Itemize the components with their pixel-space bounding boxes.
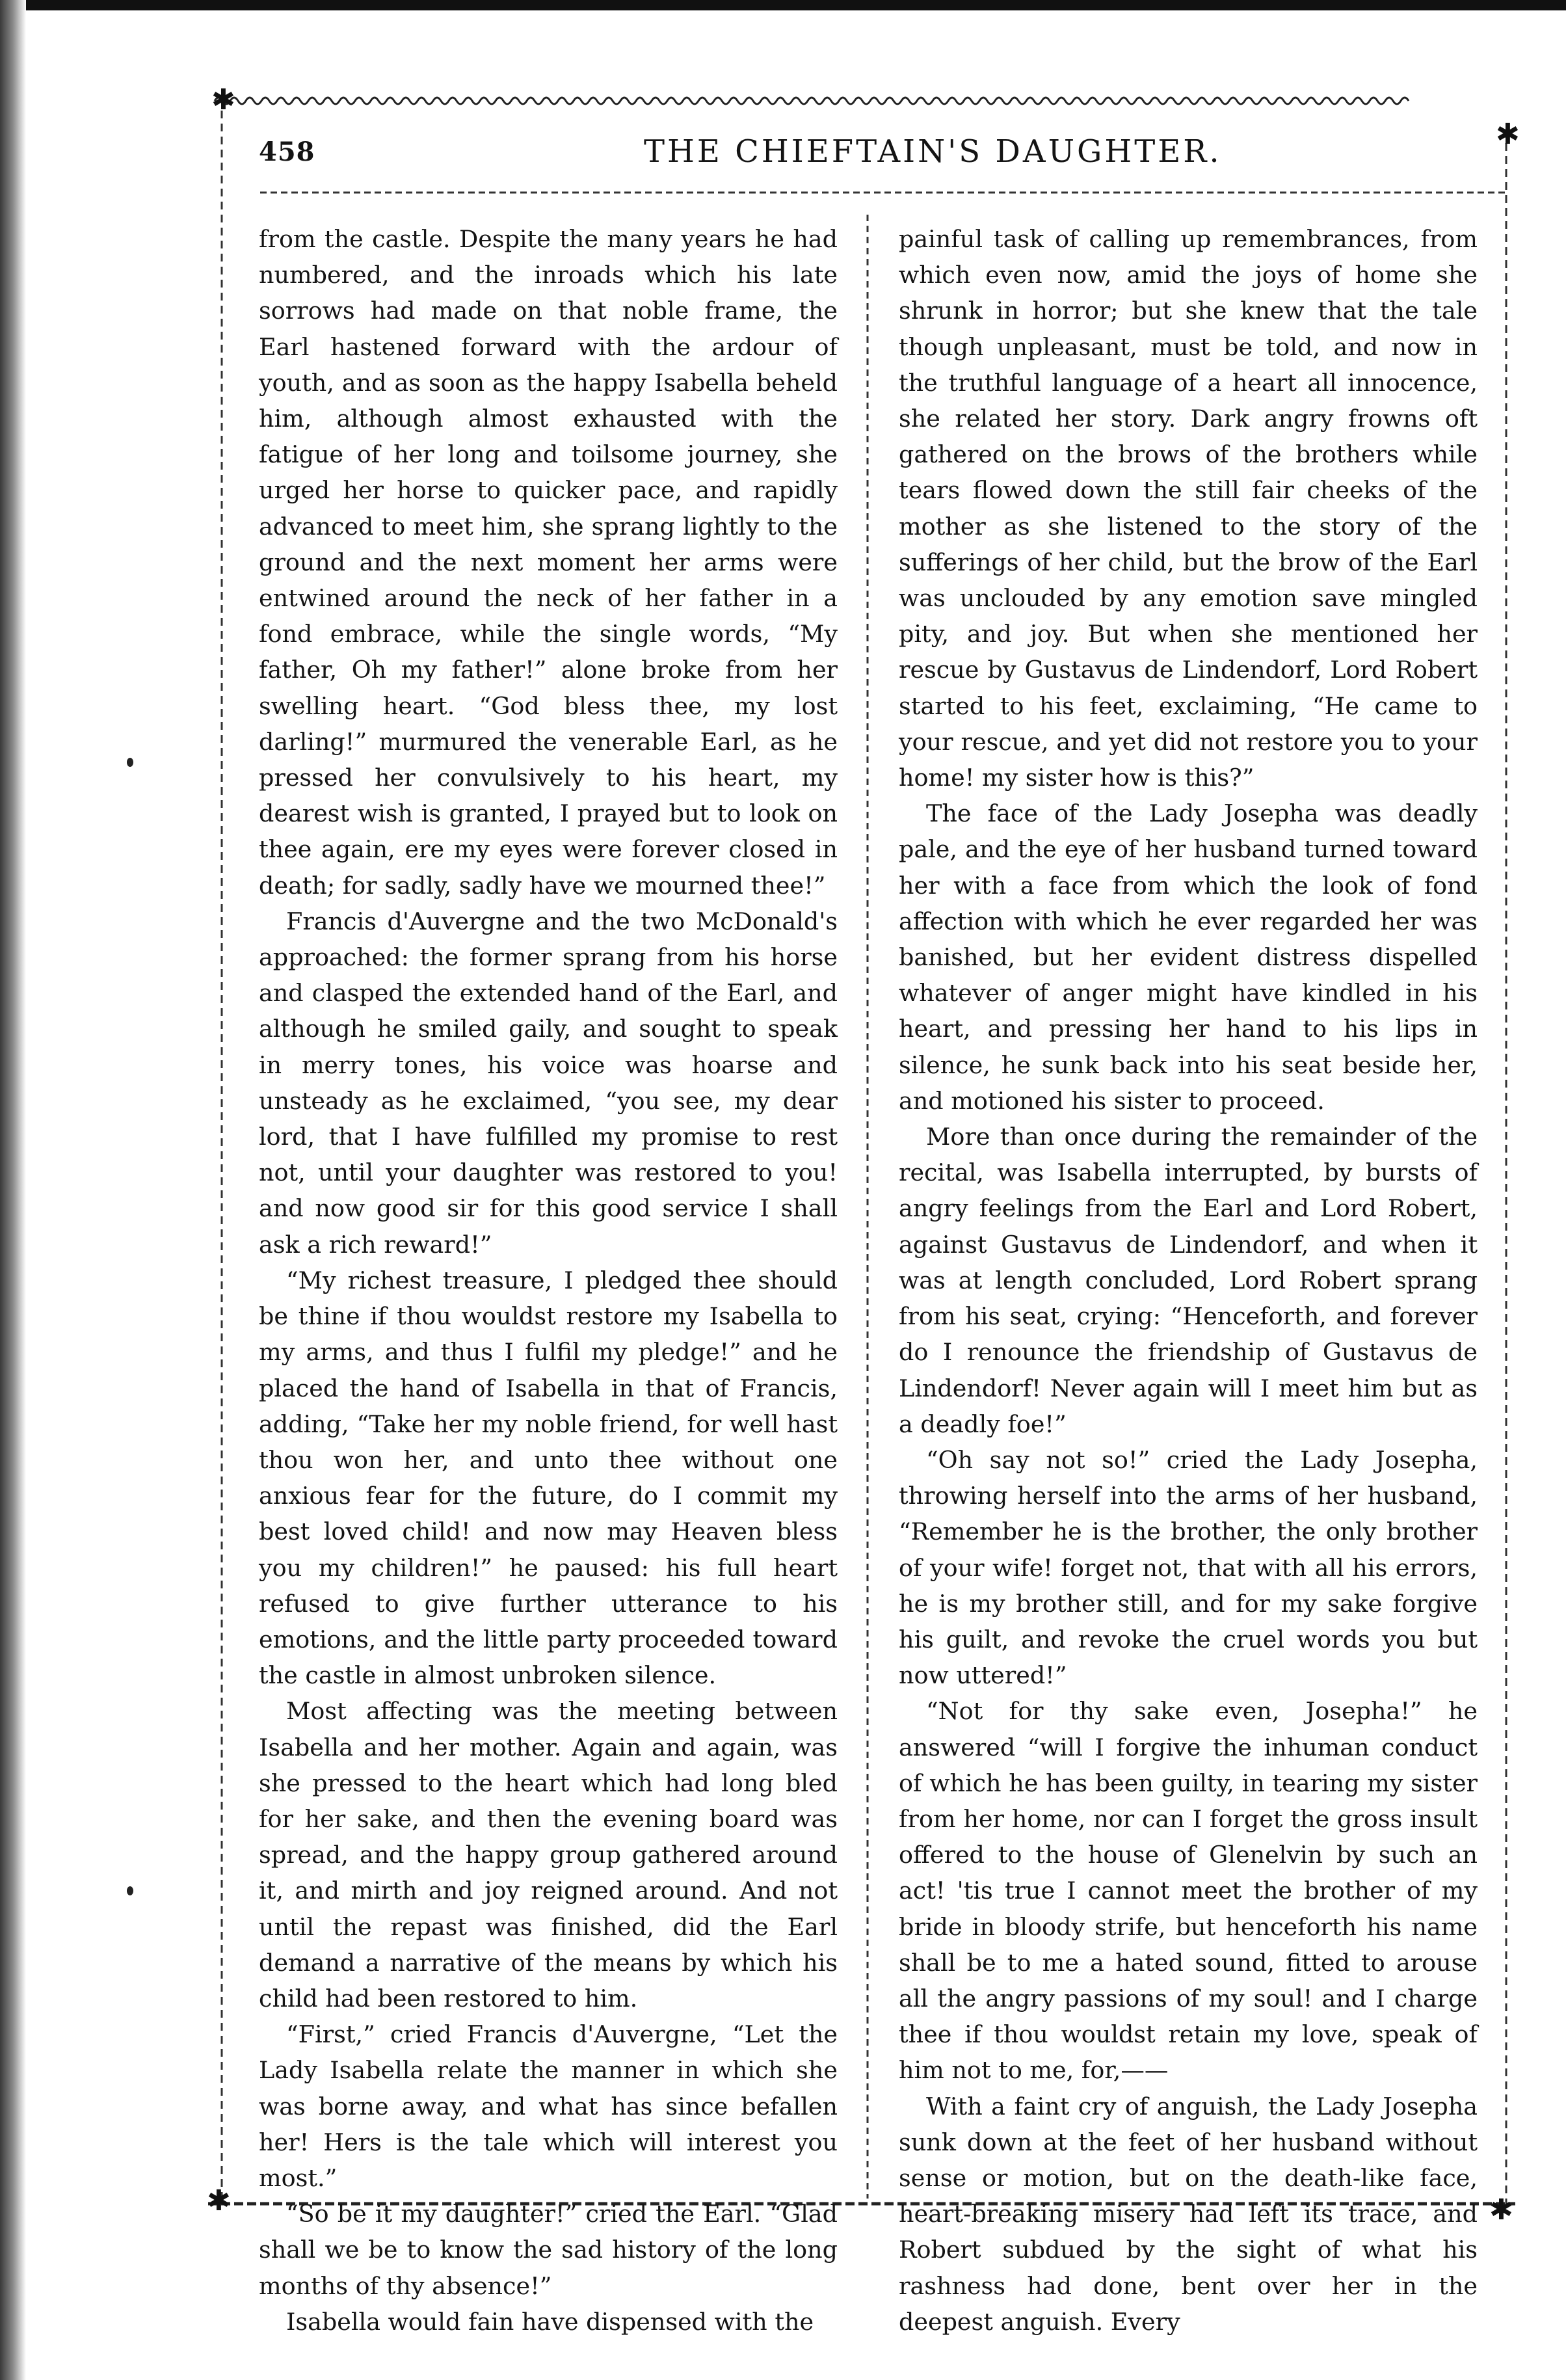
paragraph: Most affecting was the meeting between Isabella and her mother. Again and again, was she pressed to the heart which had long bled for her sake, and then the evening board was spread, and the happy group gathered around it, and mirth and joy reigned around. And not until the repast was finished, did the Earl demand a narrative of the means by which his child had been restored to him. <box>259 1697 838 2012</box>
ornament-corner-icon: ✱ <box>1496 118 1520 151</box>
text-column-right <box>899 221 1478 2336</box>
paragraph: Isabella would fain have dispensed with the <box>286 2307 814 2336</box>
paragraph: “Not for thy sake even, Josepha!” he answered “will I forgive the inhuman conduct of which he has been guilty, in tearing my sister from her home, nor can I forget the gross insult offered to the house of Glenelvin by such an act! 'tis true I cannot meet the brother of my bride in bloody strife, but henceforth his name shall be to me a hated sound, fitted to arouse all the angry passions of my soul! and I charge thee if thou wouldst retain my love, speak of him not to me, for,—— <box>899 1697 1478 2085</box>
scan-edge-top <box>0 0 1566 10</box>
page-gutter-shadow <box>0 0 26 2380</box>
paragraph: painful task of calling up remembrances, from which even now, amid the joys of home she shrunk in horror; but she knew that the tale though unpleasant, must be told, and now in the truthful language of a heart all innocence, she related her story. Dark angry frowns oft gathered on the brows of the brothers while tears flowed down the still fair cheeks of the mother as she listened to the story of the sufferings of her child, but the brow of the Earl was unclouded by any emotion save mingled pity, and joy. But when she mentioned her rescue by Gustavus de Lindendorf, Lord Robert started to his feet, exclaiming, “He came to your rescue, and yet did not restore you to your home! my sister how is this?” <box>899 225 1478 792</box>
ornamental-border-left <box>215 111 229 2205</box>
running-title: THE CHIEFTAIN'S DAUGHTER. <box>644 133 1222 170</box>
paragraph: “My richest treasure, I pledged thee should be thine if thou wouldst restore my Isabella to my arms, and thus I fulfil my pledge!” and he placed the hand of Isabella in that of Francis, adding, “Take her my noble friend, for well hast thou won her, and unto thee without one anxious fear for the future, do I commit my best loved child! and now may Heaven bless you my children!” he paused: his full heart refused to give further utterance to his emotions, and the little party proceeded toward the castle in almost unbroken silence. <box>259 1266 838 1690</box>
paragraph: With a faint cry of anguish, the Lady Josepha sunk down at the feet of her husband without sense or motion, but on the death-like face, heart-breaking misery had left its trace, and Robert subdued by the sight of what his rashness had done, bent over her in the deepest anguish. Every <box>899 2092 1478 2336</box>
scan-speck <box>127 1886 133 1895</box>
paragraph: “First,” cried Francis d'Auvergne, “Let the Lady Isabella relate the manner in which she was borne away, and what has since befallen her! Hers is the tale which will interest you most.” <box>259 2020 838 2192</box>
paragraph: “So be it my daughter!” cried the Earl. “Glad shall we be to know the sad history of the long months of thy absence!” <box>259 2200 838 2300</box>
page-number: 458 <box>259 137 315 167</box>
ornament-corner-icon: ✱ <box>207 2184 231 2217</box>
ornament-corner-icon: ✱ <box>211 83 235 116</box>
ornamental-rule-under-title <box>260 185 1509 200</box>
column-divider <box>862 215 873 2199</box>
paragraph: Francis d'Auvergne and the two McDonald's approached: the former sprang from his horse and clasped the extended hand of the Earl, and although he smiled gaily, and sought to speak in merry tones, his voice was hoarse and unsteady as he exclaimed, “you see, my dear lord, that I have fulfilled my promise to rest not, until your daughter was restored to you! and now good sir for this good service I shall ask a rich reward!” <box>259 907 838 1259</box>
scan-speck <box>127 758 133 767</box>
ornament-corner-icon: ✱ <box>1489 2193 1513 2226</box>
paragraph: “Oh say not so!” cried the Lady Josepha, throwing herself into the arms of her husband, “Remember he is the brother, the only brother of your wife! forget not, that with all his errors, he is my brother still, and for my sake forgive his guilt, and revoke the cruel words you but now uttered!” <box>899 1445 1478 1690</box>
text-column-left <box>259 221 838 2336</box>
paragraph: More than once during the remainder of the recital, was Isabella interrupted, by bursts of angry feelings from the Earl and Lord Robert, against Gustavus de Lindendorf, and when it was at length concluded, Lord Robert sprang from his seat, crying: “Henceforth, and forever do I renounce the friendship of Gustavus de Lindendorf! Never again will I meet him but as a deadly foe!” <box>899 1123 1478 1438</box>
ornamental-border-top <box>215 91 1515 111</box>
ornamental-border-right <box>1499 130 1513 2205</box>
paragraph: The face of the Lady Josepha was deadly pale, and the eye of her husband turned toward her with a face from which the look of fond affection with which he ever regarded her was banished, but her evident distress dispelled whatever of anger might have kindled in his heart, and pressing her hand to his lips in silence, he sunk back into his seat beside her, and motioned his sister to proceed. <box>899 799 1478 1115</box>
paragraph: from the castle. Despite the many years he had numbered, and the inroads which his late sorrows had made on that noble frame, the Earl hastened forward with the ardour of youth, and as soon as the happy Isabella beheld him, although almost exhausted with the fatigue of her long and toilsome journey, she urged her horse to quicker pace, and rapidly advanced to meet him, she sprang lightly to the ground and the next moment her arms were entwined around the neck of her father in a fond embrace, while the single words, “My father, Oh my father!” alone broke from her swelling heart. “God bless thee, my lost darling!” murmured the venerable Earl, as he pressed her convulsively to his heart, my dearest wish is granted, I prayed but to look on thee again, ere my eyes were forever closed in death; for sadly, sadly have we mourned thee!” <box>259 225 838 900</box>
